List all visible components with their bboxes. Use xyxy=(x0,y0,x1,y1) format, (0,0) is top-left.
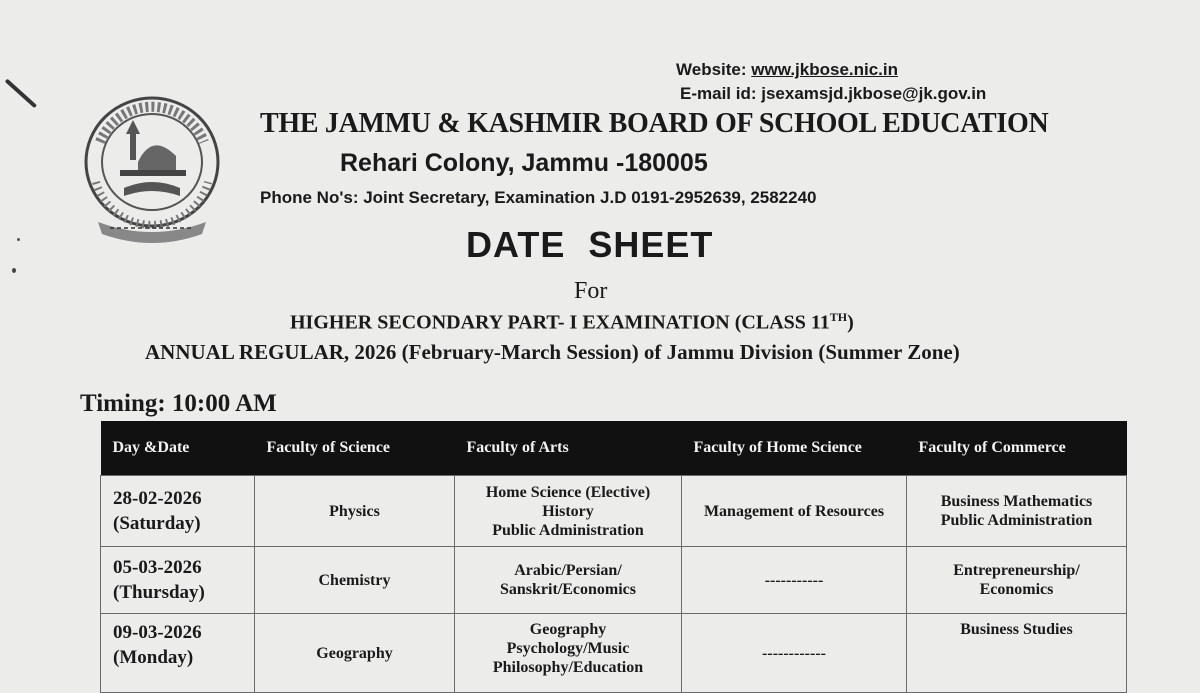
table-header-row xyxy=(101,421,1127,476)
for-text: For xyxy=(574,278,608,304)
board-address: Rehari Colony, Jammu -180005 xyxy=(340,149,708,177)
home-science-cell: Management of Resources xyxy=(682,476,907,547)
science-cell: Physics xyxy=(255,476,455,547)
email-link[interactable]: jsexamsjd.jkbose@jk.gov.in xyxy=(761,84,987,103)
date-cell: 09-03-2026 (Monday) xyxy=(101,614,255,693)
home-science-cell: ------------ xyxy=(682,614,907,693)
email-row xyxy=(680,82,986,106)
document-title: DATE SHEET xyxy=(466,224,714,265)
phone-numbers: Phone No's: Joint Secretary, Examination J.D 0191-2952639, 2582240 xyxy=(260,188,817,207)
science-cell: Geography xyxy=(255,614,455,693)
scan-artifact-dot xyxy=(12,268,16,273)
table-row xyxy=(101,476,1127,547)
home-science-cell: ----------- xyxy=(682,547,907,614)
website-link[interactable]: www.jkbose.nic.in xyxy=(751,60,899,79)
scan-artifact-dot xyxy=(17,238,20,241)
science-cell: Chemistry xyxy=(255,547,455,614)
contact-block xyxy=(676,58,986,106)
exam-timing: Timing: 10:00 AM xyxy=(80,390,277,417)
header-commerce: Faculty of Commerce xyxy=(907,421,1127,476)
arts-cell: Home Science (Elective) History Public Administration xyxy=(455,476,682,547)
table-row xyxy=(101,547,1127,614)
date-cell: 28-02-2026 (Saturday) xyxy=(101,476,255,547)
arts-cell: Geography Psychology/Music Philosophy/Education xyxy=(455,614,682,693)
commerce-cell: Entrepreneurship/ Economics xyxy=(907,547,1127,614)
header-arts: Faculty of Arts xyxy=(455,421,682,476)
header-home-science: Faculty of Home Science xyxy=(682,421,907,476)
scan-artifact-stroke xyxy=(5,79,37,109)
date-cell: 05-03-2026 (Thursday) xyxy=(101,547,255,614)
header-day-date: Day &Date xyxy=(101,421,255,476)
commerce-cell: Business Mathematics Public Administration xyxy=(907,476,1127,547)
arts-cell: Arabic/Persian/ Sanskrit/Economics xyxy=(455,547,682,614)
exam-name: HIGHER SECONDARY PART- I EXAMINATION (CLASS 11TH) xyxy=(290,310,854,334)
email-label: E-mail id: xyxy=(680,84,757,103)
jkbose-seal-logo xyxy=(80,92,225,252)
website-label: Website: xyxy=(676,60,747,79)
header-science: Faculty of Science xyxy=(255,421,455,476)
table-row xyxy=(101,614,1127,693)
date-sheet-table xyxy=(100,421,1127,693)
website-row xyxy=(676,58,986,82)
commerce-cell: Business Studies xyxy=(907,614,1127,693)
session-line: ANNUAL REGULAR, 2026 (February-March Session) of Jammu Division (Summer Zone) xyxy=(145,340,960,364)
board-name: THE JAMMU & KASHMIR BOARD OF SCHOOL EDUCATION xyxy=(260,108,1049,139)
